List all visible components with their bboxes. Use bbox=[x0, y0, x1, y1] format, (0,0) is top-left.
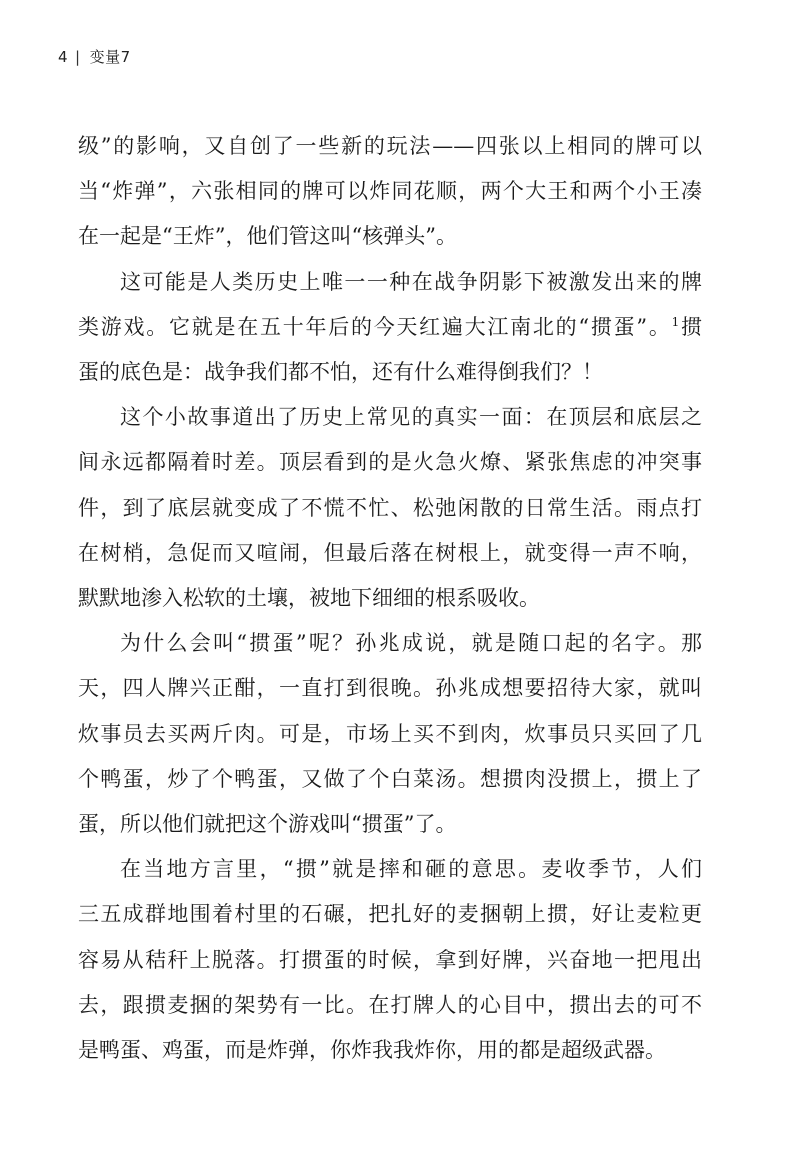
text-line: 容易从秸秆上脱落。打掼蛋的时候，拿到好牌，兴奋地一把甩出 bbox=[78, 947, 702, 972]
text-line: 个鸭蛋，炒了个鸭蛋，又做了个白菜汤。想掼肉没掼上，掼上了 bbox=[78, 766, 702, 791]
paragraph-2 bbox=[78, 260, 702, 396]
text-line: 当“炸弹”，六张相同的牌可以炸同花顺，两个大王和两个小王凑 bbox=[78, 179, 702, 204]
body-text bbox=[78, 124, 702, 1073]
text-line: 天，四人牌兴正酣，一直打到很晚。孙兆成想要招待大家，就叫 bbox=[78, 676, 702, 701]
text-line-with-footnote bbox=[78, 305, 702, 350]
text-line: 为什么会叫“掼蛋”呢？孙兆成说，就是随口起的名字。那 bbox=[120, 631, 702, 656]
text-line: 是鸭蛋、鸡蛋，而是炸弹，你炸我我炸你，用的都是超级武器。 bbox=[78, 1038, 666, 1063]
text-line: 这可能是人类历史上唯一一种在战争阴影下被激发出来的牌 bbox=[120, 269, 702, 294]
text-line: 间永远都隔着时差。顶层看到的是火急火燎、紧张焦虑的冲突事 bbox=[78, 450, 702, 475]
paragraph-4 bbox=[78, 621, 702, 847]
text-line: 这个小故事道出了历史上常见的真实一面：在顶层和底层之 bbox=[120, 405, 702, 430]
footnote-marker[interactable]: 1 bbox=[671, 314, 680, 329]
running-head bbox=[58, 46, 131, 67]
text-line: 蛋，所以他们就把这个游戏叫“掼蛋”了。 bbox=[78, 812, 457, 837]
text-line: 默默地渗入松软的土壤，被地下细细的根系吸收。 bbox=[78, 586, 540, 611]
text-line-segment: 类游戏。它就是在五十年后的今天红遍大江南北的“掼蛋”。 bbox=[78, 314, 672, 339]
text-line: 蛋的底色是：战争我们都不怕，还有什么难得倒我们？！ bbox=[78, 360, 603, 385]
text-line: 三五成群地围着村里的石碾，把扎好的麦捆朝上掼，好让麦粒更 bbox=[78, 902, 702, 927]
text-line: 去，跟掼麦捆的架势有一比。在打牌人的心目中，掼出去的可不 bbox=[78, 992, 702, 1017]
book-title: 变量7 bbox=[89, 48, 131, 66]
paragraph-5 bbox=[78, 847, 702, 1073]
page-number: 4 bbox=[58, 48, 69, 66]
text-line: 在当地方言里，“掼”就是摔和砸的意思。麦收季节，人们 bbox=[120, 857, 702, 882]
text-line: 件，到了底层就变成了不慌不忙、松弛闲散的日常生活。雨点打 bbox=[78, 495, 702, 520]
text-line: 在树梢，急促而又喧闹，但最后落在树根上，就变得一声不响， bbox=[78, 540, 702, 565]
header-separator: | bbox=[75, 48, 81, 66]
paragraph-1 bbox=[78, 124, 702, 260]
text-line: 级”的影响，又自创了一些新的玩法——四张以上相同的牌可以 bbox=[78, 134, 702, 158]
text-line-tail: 掼 bbox=[679, 314, 702, 339]
text-line: 炊事员去买两斤肉。可是，市场上买不到肉，炊事员只买回了几 bbox=[78, 721, 702, 746]
paragraph-3 bbox=[78, 395, 702, 621]
text-line: 在一起是“王炸”，他们管这叫“核弹头”。 bbox=[78, 224, 457, 249]
